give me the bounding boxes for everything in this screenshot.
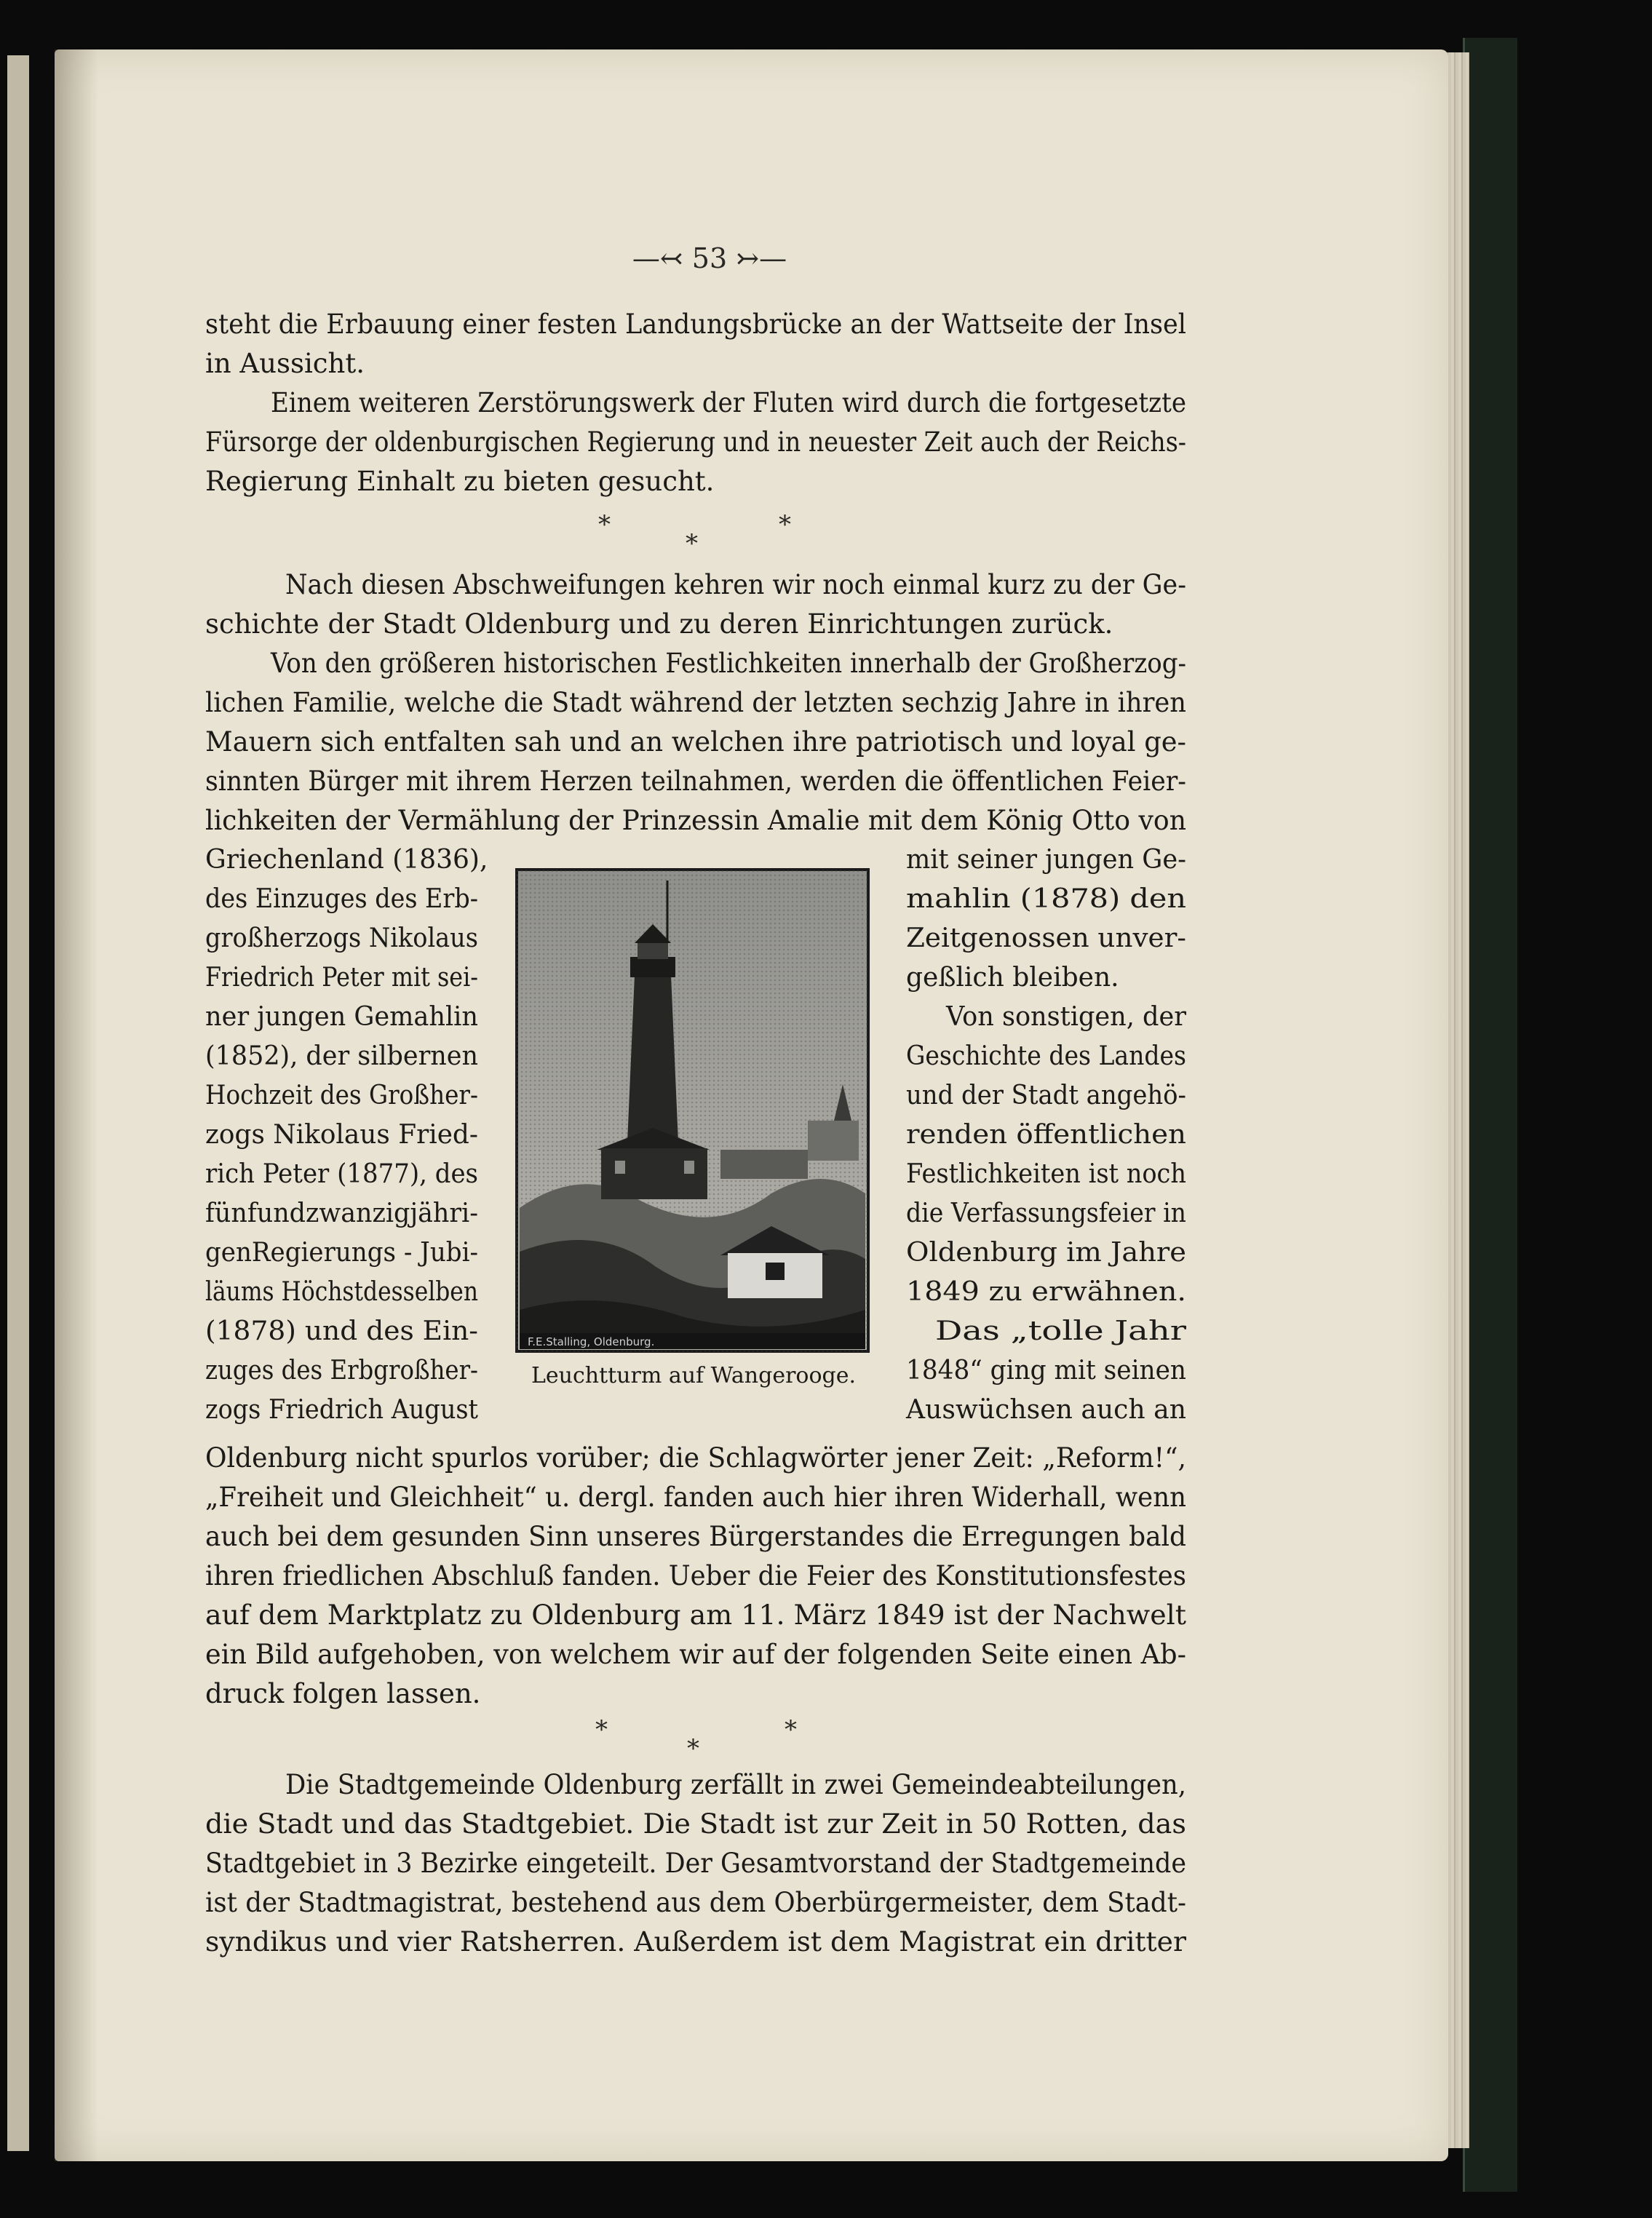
text-line: Mauern sich entfalten sah und an welchen ihre patriotisch und loyal ge- <box>205 726 1186 758</box>
text-line: ner jungen Gemahlin <box>205 1002 478 1032</box>
text-line: 1848“ ging mit seinen <box>906 1356 1186 1386</box>
section-break-2 <box>595 1715 797 1763</box>
text-line: Fürsorge der oldenburgischen Regierung und in neuester Zeit auch der Reichs- <box>205 426 1186 458</box>
svg-text:*: * <box>595 1715 608 1744</box>
text-line: die Stadt und das Stadtgebiet. Die Stadt ist zur Zeit in 50 Rotten, das <box>205 1808 1186 1840</box>
text-line: mahlin (1878) den <box>906 884 1186 914</box>
text-line: ist der Stadtmagistrat, bestehend aus dem Oberbürgermeister, dem Stadt- <box>205 1887 1186 1918</box>
text-line: Von den größeren historischen Festlichkeiten innerhalb der Großherzog- <box>270 648 1186 679</box>
text-line: Auswüchsen auch an <box>905 1395 1186 1425</box>
text-line: ein Bild aufgehoben, von welchem wir auf der folgenden Seite einen Ab- <box>205 1639 1186 1670</box>
text-line: zuges des Erbgroßher- <box>205 1356 478 1386</box>
text-line: Das „tolle Jahr <box>935 1316 1188 1346</box>
text-line: lichen Familie, welche die Stadt während der letzten sechzig Jahre in ihren <box>205 687 1186 718</box>
text-line: Oldenburg im Jahre <box>906 1238 1186 1268</box>
page-number: —↢ 53 ↣— <box>632 242 787 274</box>
text-line: und der Stadt angehö- <box>906 1081 1186 1110</box>
text-line: mit seiner jungen Ge- <box>906 845 1186 875</box>
text-line: ihren friedlichen Abschluß fanden. Ueber die Feier des Konstitutionsfestes <box>205 1560 1186 1591</box>
column-right-of-figure <box>905 845 1187 1425</box>
text-line: in Aussicht. <box>205 348 365 379</box>
text-line: des Einzuges des Erb- <box>205 884 478 914</box>
text-line: auf dem Marktplatz zu Oldenburg am 11. März 1849 ist der Nachwelt <box>205 1599 1187 1631</box>
text-line: geßlich bleiben. <box>906 963 1119 993</box>
text-line: Regierung Einhalt zu bieten gesucht. <box>205 466 715 497</box>
text-line: sinnten Bürger mit ihrem Herzen teilnahmen, werden die öffentlichen Feier- <box>205 766 1186 797</box>
paragraph-history <box>205 569 1186 836</box>
paragraph-after-figure <box>205 1442 1186 1709</box>
paragraph-intro <box>205 309 1186 497</box>
text-line: Stadtgebiet in 3 Bezirke eingeteilt. Der Gesamtvorstand der Stadtgemeinde <box>205 1848 1186 1879</box>
text-line: läums Höchstdesselben <box>205 1277 478 1307</box>
text-line: steht die Erbauung einer festen Landungsbrücke an der Wattseite der Insel <box>205 309 1186 340</box>
text-line: die Verfassungsfeier in <box>906 1199 1186 1228</box>
text-line: großherzogs Nikolaus <box>205 923 478 953</box>
text-line: „Freiheit und Gleichheit“ u. dergl. fanden auch hier ihren Widerhall, wenn <box>205 1482 1186 1513</box>
text-line: Zeitgenossen unver- <box>906 923 1186 953</box>
text-line: rich Peter (1877), des <box>205 1159 478 1189</box>
text-line: Einem weiteren Zerstörungswerk der Fluten wird durch die fortgesetzte <box>271 387 1186 418</box>
svg-text:*: * <box>785 1715 797 1744</box>
text-line: Friedrich Peter mit sei- <box>205 963 478 993</box>
text-line: Hochzeit des Großher- <box>205 1081 478 1110</box>
text-line: Von sonstigen, der <box>945 1002 1187 1032</box>
text-line: Oldenburg nicht spurlos vorüber; die Schlagwörter jener Zeit: „Reform!“, <box>205 1442 1186 1474</box>
text-line: Die Stadtgemeinde Oldenburg zerfällt in zwei Gemeindeabteilungen, <box>285 1769 1186 1800</box>
lighthouse-photo <box>517 870 868 1351</box>
figure-caption: Leuchtturm auf Wangerooge. <box>531 1363 857 1388</box>
text-line: Festlichkeiten ist noch <box>906 1159 1186 1189</box>
text-line: druck folgen lassen. <box>205 1678 481 1709</box>
text-line: auch bei dem gesunden Sinn unseres Bürgerstandes die Erregungen bald <box>205 1521 1186 1552</box>
svg-text:*: * <box>598 510 611 539</box>
text-line: 1849 zu erwähnen. <box>906 1277 1186 1307</box>
text-line: renden öffentlichen <box>906 1120 1186 1150</box>
text-line: lichkeiten der Vermählung der Prinzessin Amalie mit dem König Otto von <box>205 805 1186 836</box>
text-line: genRegierungs - Jubi- <box>205 1238 478 1268</box>
text-line: zogs Friedrich August <box>205 1395 479 1425</box>
photo-imprint: F.E.Stalling, Oldenburg. <box>528 1335 655 1348</box>
svg-text:*: * <box>686 529 698 558</box>
text-line: Geschichte des Landes <box>906 1041 1186 1071</box>
svg-text:*: * <box>687 1734 699 1763</box>
text-line: Griechenland (1836), <box>205 845 488 875</box>
text-line: Nach diesen Abschweifungen kehren wir noch einmal kurz zu der Ge- <box>285 569 1186 600</box>
section-break-1 <box>598 510 791 558</box>
column-left-of-figure <box>205 845 488 1425</box>
text-line: syndikus und vier Ratsherren. Außerdem ist dem Magistrat ein dritter <box>205 1926 1187 1957</box>
text-line: (1852), der silbernen <box>205 1041 478 1071</box>
text-line: fünfundzwanzigjähri- <box>205 1199 478 1228</box>
text-line: (1878) und des Ein- <box>205 1316 478 1346</box>
text-line: zogs Nikolaus Fried- <box>205 1120 478 1150</box>
paragraph-municipal <box>205 1769 1186 1957</box>
svg-text:*: * <box>779 510 791 539</box>
text-line: schichte der Stadt Oldenburg und zu deren Einrichtungen zurück. <box>205 608 1113 640</box>
